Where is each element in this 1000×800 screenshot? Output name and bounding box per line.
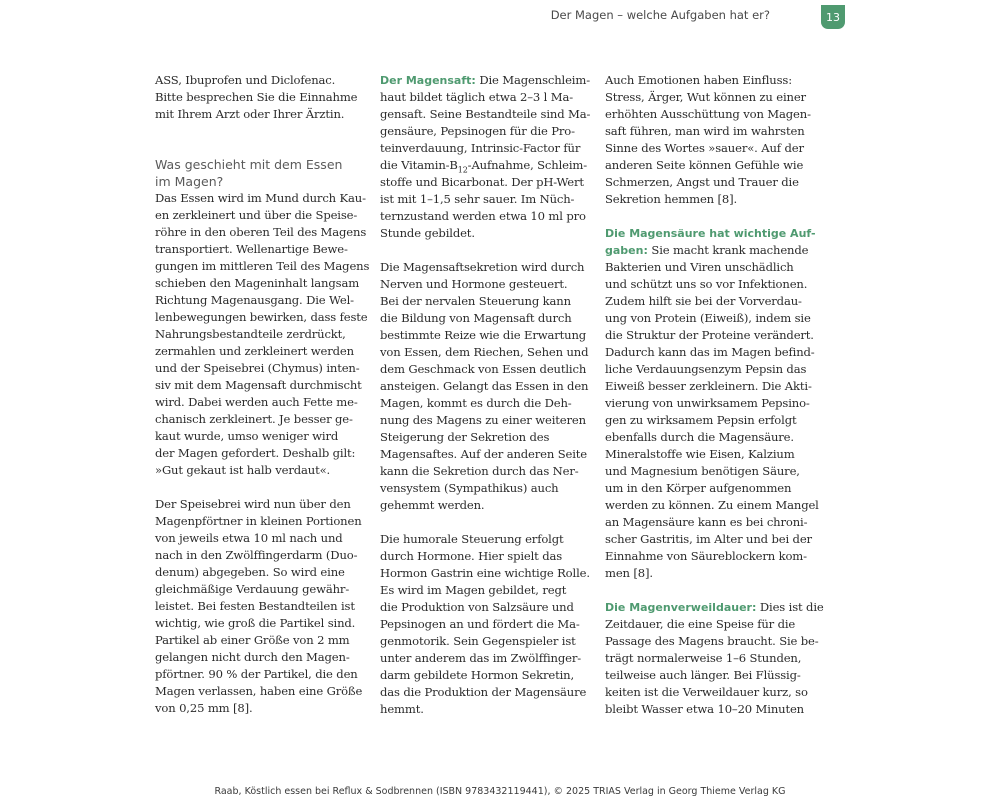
text-line: genmotorik. Sein Gegenspieler ist	[380, 634, 576, 648]
text-line: Steigerung der Sekretion des	[380, 430, 550, 444]
paragraph-emotionen	[605, 72, 811, 208]
text-line: wird. Dabei werden auch Fette me-	[155, 395, 358, 409]
text-run: die Vitamin-B	[380, 158, 458, 172]
subheading-line: Was geschieht mit dem Essen	[155, 157, 343, 172]
section-subheading	[155, 156, 355, 190]
text-line	[380, 157, 588, 175]
text-line: gensaft. Seine Bestandteile sind Ma-	[380, 107, 591, 121]
text-line: Der Speisebrei wird nun über den	[155, 497, 351, 511]
text-line: Zudem hilft sie bei der Vorverdau-	[605, 294, 802, 308]
text-line: vensystem (Sympathikus) auch	[380, 481, 559, 495]
text-line: die Bildung von Magensaft durch	[380, 311, 572, 325]
inline-heading-magensaeure-cont: gaben:	[605, 244, 648, 257]
text-line: Die humorale Steuerung erfolgt	[380, 532, 564, 546]
paragraph-magensaeure	[605, 225, 819, 582]
text-line: Eiweiß besser zerkleinern. Die Akti-	[605, 379, 812, 393]
text-line: ASS, Ibuprofen und Diclofenac.	[155, 73, 336, 87]
text-line: Partikel ab einer Größe von 2 mm	[155, 633, 350, 647]
text-line: von jeweils etwa 10 ml nach und	[155, 531, 343, 545]
text-lines	[380, 174, 586, 242]
text-line: transportiert. Wellenartige Bewe-	[155, 242, 348, 256]
text-line: um in den Körper aufgenommen	[605, 481, 792, 495]
text-line: kann die Sekretion durch das Ner-	[380, 464, 579, 478]
footer-citation: Raab, Köstlich essen bei Reflux & Sodbrennen (ISBN 9783432119441), © 2025 TRIAS Verlag in Georg Thieme Verlag KG	[214, 786, 786, 797]
text-line: und Magnesium benötigen Säure,	[605, 464, 800, 478]
text-line: der Magen gefordert. Deshalb gilt:	[155, 446, 356, 460]
text-line: nach in den Zwölffingerdarm (Duo-	[155, 548, 358, 562]
text-line: Einnahme von Säureblockern kom-	[605, 549, 807, 563]
text-line: gungen im mittleren Teil des Magens	[155, 259, 370, 273]
paragraph-verweildauer	[605, 599, 824, 718]
text-run: Sie macht krank machende	[647, 243, 809, 257]
text-line: an Magensäure kann es bei chroni-	[605, 515, 808, 529]
text-line: Passage des Magens braucht. Sie be-	[605, 634, 819, 648]
paragraph-magensaft	[380, 72, 591, 242]
text-line: gen zu wirksamem Pepsin erfolgt	[605, 413, 797, 427]
text-lines	[380, 89, 591, 157]
text-line: ternzustand werden etwa 10 ml pro	[380, 209, 586, 223]
text-line: dem Geschmack von Essen deutlich	[380, 362, 587, 376]
text-line: scher Gastritis, im Alter und bei der	[605, 532, 812, 546]
text-line: haut bildet täglich etwa 2–3 l Ma-	[380, 90, 573, 104]
text-line: die Struktur der Proteine verändert.	[605, 328, 814, 342]
text-line: unter anderem das im Zwölffinger-	[380, 651, 581, 665]
text-line: leistet. Bei festen Bestandteilen ist	[155, 599, 355, 613]
subscript-12: 12	[457, 165, 468, 175]
text-line: ist mit 1–1,5 sehr sauer. Im Nüch-	[380, 192, 575, 206]
text-line: Sekretion hemmen [8].	[605, 192, 738, 206]
text-line: Stress, Ärger, Wut können zu einer	[605, 90, 806, 104]
page-number-badge: 13	[821, 5, 845, 29]
text-line: teinverdauung, Intrinsic-Factor für	[380, 141, 581, 155]
text-line: Magen, kommt es durch die Deh-	[380, 396, 572, 410]
text-line: die Produktion von Salzsäure und	[380, 600, 574, 614]
text-line: Das Essen wird im Mund durch Kau-	[155, 191, 366, 205]
text-line: men [8].	[605, 566, 653, 580]
text-lines	[605, 259, 819, 582]
text-line: Nerven und Hormone gesteuert.	[380, 277, 568, 291]
text-line: schieben den Mageninhalt langsam	[155, 276, 360, 290]
text-line: vierung von unwirksamem Pepsino-	[605, 396, 810, 410]
text-line	[605, 599, 824, 616]
text-line: ansteigen. Gelangt das Essen in den	[380, 379, 589, 393]
text-line: keiten ist die Verweildauer kurz, so	[605, 685, 808, 699]
text-line: Nahrungsbestandteile zerdrückt,	[155, 327, 346, 341]
text-column-1	[155, 72, 370, 717]
inline-heading-magensaeure: Die Magensäure hat wichtige Auf-	[605, 227, 816, 240]
text-line: von Essen, dem Riechen, Sehen und	[380, 345, 589, 359]
text-line: Magenpförtner in kleinen Portionen	[155, 514, 362, 528]
paragraph-humorale-steuerung	[380, 531, 590, 718]
text-run: -Aufnahme, Schleim-	[467, 158, 588, 172]
text-line: lenbewegungen bewirken, dass feste	[155, 310, 368, 324]
text-line: darm gebildete Hormon Sekretin,	[380, 668, 575, 682]
subheading-line: im Magen?	[155, 174, 224, 189]
text-line: teilweise auch länger. Bei Flüssig-	[605, 668, 801, 682]
text-line: gleichmäßige Verdauung gewähr-	[155, 582, 350, 596]
text-line: liche Verdauungsenzym Pepsin das	[605, 362, 807, 376]
text-line: anderen Seite können Gefühle wie	[605, 158, 804, 172]
text-run: Dies ist die	[756, 600, 824, 614]
paragraph-pylorus	[155, 496, 363, 717]
text-line: trägt normalerweise 1–6 Stunden,	[605, 651, 802, 665]
text-line: durch Hormone. Hier spielt das	[380, 549, 563, 563]
text-line: Es wird im Magen gebildet, regt	[380, 583, 567, 597]
text-line: Stunde gebildet.	[380, 226, 475, 240]
text-line: Zeitdauer, die eine Speise für die	[605, 617, 796, 631]
text-line: Die Magensaftsekretion wird durch	[380, 260, 585, 274]
text-column-2	[380, 72, 591, 718]
text-line: Mineralstoffe wie Eisen, Kalzium	[605, 447, 795, 461]
intro-paragraph	[155, 72, 358, 123]
text-line: bleibt Wasser etwa 10–20 Minuten	[605, 702, 805, 716]
text-line: Hormon Gastrin eine wichtige Rolle.	[380, 566, 590, 580]
text-line: chanisch zerkleinert. Je besser ge-	[155, 412, 353, 426]
paragraph-digestion	[155, 190, 370, 479]
text-line	[605, 225, 816, 242]
text-line: und der Speisebrei (Chymus) inten-	[155, 361, 360, 375]
text-line: wichtig, wie groß die Partikel sind.	[155, 616, 356, 630]
text-line: Pepsinogen an und fördert die Ma-	[380, 617, 580, 631]
text-line: röhre in den oberen Teil des Magens	[155, 225, 367, 239]
text-lines	[605, 616, 819, 718]
text-line: Bei der nervalen Steuerung kann	[380, 294, 571, 308]
text-line: Schmerzen, Angst und Trauer die	[605, 175, 799, 189]
text-line: gelangen nicht durch den Magen-	[155, 650, 350, 664]
inline-heading-magensaft: Der Magensaft:	[380, 74, 476, 87]
paragraph-nervale-steuerung	[380, 259, 589, 514]
text-line: Magensaftes. Auf der anderen Seite	[380, 447, 588, 461]
text-line: ung von Protein (Eiweiß), indem sie	[605, 311, 811, 325]
text-line: und schützt uns so vor Infektionen.	[605, 277, 808, 291]
text-line: siv mit dem Magensaft durchmischt	[155, 378, 362, 392]
text-line: Dadurch kann das im Magen befind-	[605, 345, 815, 359]
text-line: pförtner. 90 % der Partikel, die den	[155, 667, 358, 681]
text-line: Bitte besprechen Sie die Einnahme	[155, 90, 358, 104]
text-run: Die Magenschleim-	[475, 73, 590, 87]
text-line: gehemmt werden.	[380, 498, 485, 512]
text-line: Sinne des Wortes »sauer«. Auf der	[605, 141, 804, 155]
text-line: mit Ihrem Arzt oder Ihrer Ärztin.	[155, 107, 345, 121]
inline-heading-verweildauer: Die Magenverweildauer:	[605, 601, 757, 614]
text-line: Auch Emotionen haben Einfluss:	[605, 73, 792, 87]
text-line: hemmt.	[380, 702, 424, 716]
text-line: Richtung Magenausgang. Die Wel-	[155, 293, 354, 307]
text-line: erhöhten Ausschüttung von Magen-	[605, 107, 811, 121]
text-line: »Gut gekaut ist halb verdaut«.	[155, 463, 331, 477]
text-line: nung des Magens zu einer weiteren	[380, 413, 586, 427]
text-line: werden zu können. Zu einem Mangel	[605, 498, 819, 512]
text-line: bestimmte Reize wie die Erwartung	[380, 328, 587, 342]
text-line: von 0,25 mm [8].	[155, 701, 253, 715]
text-line: das die Produktion der Magensäure	[380, 685, 587, 699]
text-column-3	[605, 72, 824, 718]
text-line: Magen verlassen, haben eine Größe	[155, 684, 363, 698]
text-line: denum) abgegeben. So wird eine	[155, 565, 345, 579]
text-line: Bakterien und Viren unschädlich	[605, 260, 794, 274]
text-line: gensäure, Pepsinogen für die Pro-	[380, 124, 575, 138]
text-line: ebenfalls durch die Magensäure.	[605, 430, 794, 444]
text-line: saft führen, man wird im wahrsten	[605, 124, 805, 138]
text-line: en zerkleinert und über die Speise-	[155, 208, 358, 222]
running-head-title: Der Magen – welche Aufgaben hat er?	[550, 8, 770, 22]
text-line: stoffe und Bicarbonat. Der pH-Wert	[380, 175, 584, 189]
text-line: kaut wurde, umso weniger wird	[155, 429, 339, 443]
text-line	[380, 72, 590, 89]
text-line: zermahlen und zerkleinert werden	[155, 344, 354, 358]
text-line	[605, 242, 809, 259]
